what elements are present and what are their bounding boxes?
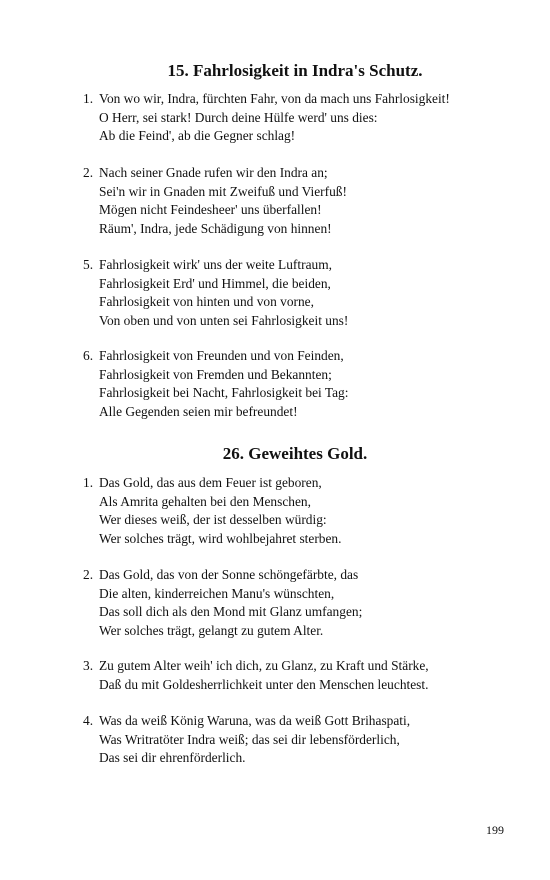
verse-line: Die alten, kinderreichen Manu's wünschten,: [99, 585, 335, 601]
verse-line: O Herr, sei stark! Durch deine Hülfe werd' uns dies:: [99, 109, 378, 125]
verse-line: Wer solches trägt, wird wohlbejahret sterben.: [99, 530, 342, 546]
verse-line: Fahrlosigkeit von Fremden und Bekannten;: [99, 366, 332, 382]
stanza: [83, 474, 341, 548]
stanza-number: 2.: [83, 165, 94, 180]
stanza-number: 5.: [83, 257, 94, 272]
verse-line: Das Gold, das von der Sonne schöngefärbte, das: [99, 567, 359, 582]
verse-line: Was da weiß König Waruna, was da weiß Gott Brihaspati,: [99, 713, 411, 728]
verse-line: Mögen nicht Feindesheer' uns überfallen!: [99, 202, 322, 218]
stanza: [83, 712, 410, 768]
verse-line: Das sei dir ehrenförderlich.: [99, 750, 246, 766]
verse-line: Von oben und von unten sei Fahrlosigkeit uns!: [99, 312, 349, 328]
stanza-number: 2.: [83, 567, 94, 582]
verse-line: Fahrlosigkeit Erd' und Himmel, die beiden,: [99, 275, 331, 291]
verse-line: Als Amrita gehalten bei den Menschen,: [99, 493, 311, 509]
verse-line: Das soll dich als den Mond mit Glanz umfangen;: [99, 604, 363, 620]
verse-line: Ab die Feind', ab die Gegner schlag!: [99, 128, 296, 144]
verse-line: Von wo wir, Indra, fürchten Fahr, von da mach uns Fahrlosigkeit!: [99, 91, 450, 106]
stanza: [83, 566, 362, 640]
verse-line: Daß du mit Goldesherrlichkeit unter den Menschen leuchtest.: [99, 676, 429, 692]
verse-line: Fahrlosigkeit wirk' uns der weite Luftraum,: [99, 257, 332, 272]
stanza-number: 6.: [83, 348, 94, 363]
stanza-number: 1.: [83, 91, 94, 106]
verse-line: Wer solches trägt, gelangt zu gutem Alter.: [99, 622, 324, 638]
stanza-number: 1.: [83, 475, 94, 490]
verse-line: Nach seiner Gnade rufen wir den Indra an;: [99, 165, 328, 180]
stanza-number: 3.: [83, 658, 94, 673]
verse-line: Sei'n wir in Gnaden mit Zweifuß und Vierfuß!: [99, 183, 347, 199]
verse-line: Alle Gegenden seien mir befreundet!: [99, 403, 298, 419]
stanza-number: 4.: [83, 713, 94, 728]
stanza: [83, 657, 429, 694]
verse-line: Was Writratöter Indra weiß; das sei dir lebensförderlich,: [99, 731, 400, 747]
verse-line: Fahrlosigkeit von hinten und von vorne,: [99, 294, 314, 310]
stanza: [83, 90, 450, 146]
stanza: [83, 347, 348, 421]
stanza: [83, 256, 348, 330]
page-number: 199: [486, 823, 504, 837]
verse-line: Das Gold, das aus dem Feuer ist geboren,: [99, 475, 322, 490]
verse-line: Wer dieses weiß, der ist desselben würdig:: [99, 512, 327, 528]
verse-line: Zu gutem Alter weih' ich dich, zu Glanz, zu Kraft und Stärke,: [99, 658, 429, 673]
stanza: [83, 164, 347, 238]
section-title: 26. Geweihtes Gold.: [222, 444, 368, 463]
verse-line: Räum', Indra, jede Schädigung von hinnen!: [99, 220, 332, 236]
section-title: 15. Fahrlosigkeit in Indra's Schutz.: [167, 61, 423, 80]
verse-line: Fahrlosigkeit von Freunden und von Feinden,: [99, 348, 344, 363]
verse-line: Fahrlosigkeit bei Nacht, Fahrlosigkeit bei Tag:: [99, 385, 349, 401]
